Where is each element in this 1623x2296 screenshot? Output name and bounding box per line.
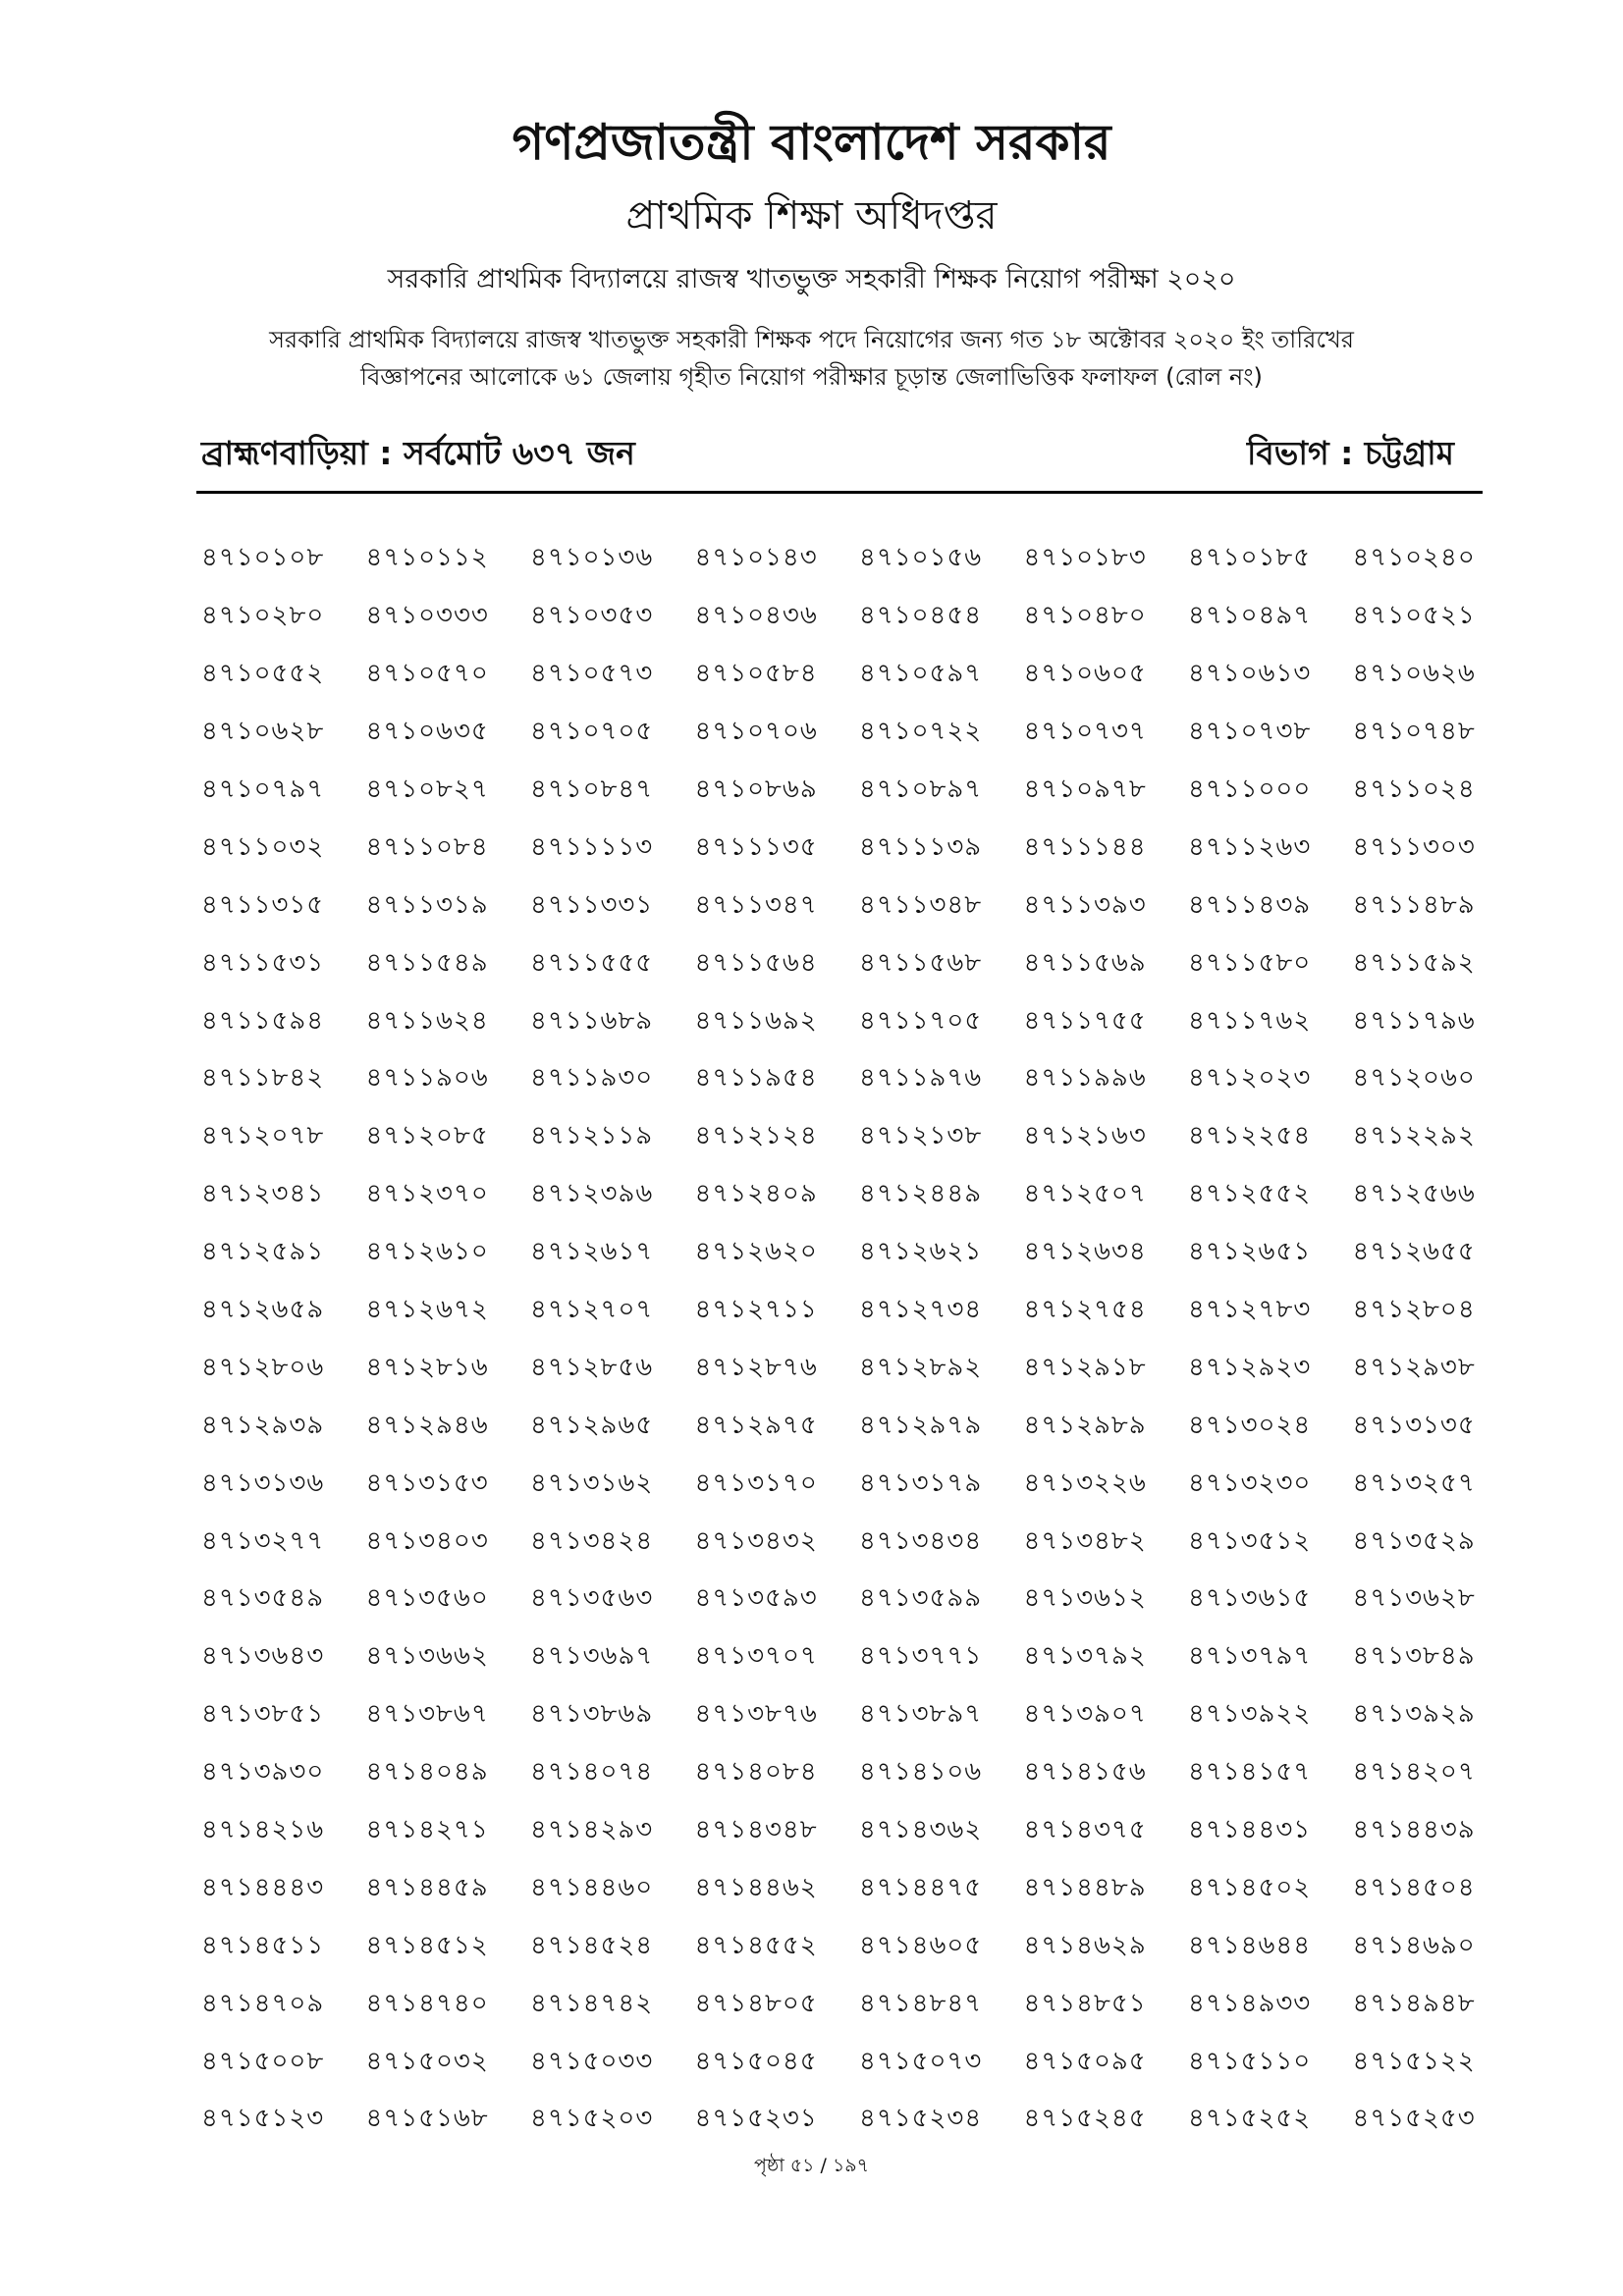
roll-number: ৪৭১২৫৫২ xyxy=(1188,1179,1312,1209)
roll-number: ৪৭১০১৮৫ xyxy=(1188,543,1312,573)
roll-number: ৪৭১৫০৩২ xyxy=(365,2046,489,2076)
roll-number: ৪৭১১৮৪২ xyxy=(201,1063,325,1094)
roll-number: ৪৭১২১৩৮ xyxy=(859,1121,983,1151)
roll-number: ৪৭১৫১২৩ xyxy=(201,2104,325,2134)
roll-number: ৪৭১০৪৮০ xyxy=(1023,601,1147,631)
roll-number: ৪৭১২৮৭৬ xyxy=(694,1352,818,1382)
roll-number: ৪৭১৪৫১২ xyxy=(365,1930,489,1960)
district-heading: ব্রাহ্মণবাড়িয়া : সর্বমোট ৬৩৭ জন xyxy=(201,434,635,472)
roll-number: ৪৭১১৫৯২ xyxy=(1352,947,1476,978)
roll-number: ৪৭১৩৬৯৭ xyxy=(530,1641,654,1672)
roll-row xyxy=(201,934,1488,992)
roll-number: ৪৭১২৭৩৪ xyxy=(859,1295,983,1325)
roll-number: ৪৭১২৬৫৯ xyxy=(201,1295,325,1325)
roll-number: ৪৭১২৭১১ xyxy=(694,1295,818,1325)
roll-number: ৪৭১৩৪৩৪ xyxy=(859,1525,983,1556)
roll-number: ৪৭১৩৯০৭ xyxy=(1023,1699,1147,1730)
roll-number: ৪৭১৪০৭৪ xyxy=(530,1757,654,1788)
roll-row xyxy=(201,1282,1488,1340)
roll-number: ৪৭১০৭৪৮ xyxy=(1352,717,1476,747)
roll-number: ৪৭১০৭২২ xyxy=(859,717,983,747)
roll-row xyxy=(201,1455,1488,1513)
roll-row xyxy=(201,2033,1488,2091)
roll-number: ৪৭১২০৬০ xyxy=(1352,1063,1476,1094)
roll-number: ৪৭১০৩৫৩ xyxy=(530,601,654,631)
roll-number: ৪৭১৫২৩১ xyxy=(694,2104,818,2134)
roll-number: ৪৭১৫২৫২ xyxy=(1188,2104,1312,2134)
roll-row xyxy=(201,704,1488,762)
roll-number: ৪৭১৪৬৪৪ xyxy=(1188,1930,1312,1960)
roll-number: ৪৭১১৯৭৬ xyxy=(859,1063,983,1094)
roll-number: ৪৭১৩৪২৪ xyxy=(530,1525,654,1556)
roll-number: ৪৭১৪১৫৬ xyxy=(1023,1757,1147,1788)
roll-number: ৪৭১৩৮৫১ xyxy=(201,1699,325,1730)
roll-number: ৪৭১০৩৩৩ xyxy=(365,601,489,631)
roll-number: ৪৭১৪৮৫১ xyxy=(1023,1988,1147,2018)
roll-number: ৪৭১৪০৮৪ xyxy=(694,1757,818,1788)
roll-number: ৪৭১৪৪৫৯ xyxy=(365,1872,489,1902)
roll-number: ৪৭১৪২০৭ xyxy=(1352,1757,1476,1788)
roll-row xyxy=(201,530,1488,588)
roll-row xyxy=(201,1339,1488,1397)
roll-number: ৪৭১২৫০৭ xyxy=(1023,1179,1147,1209)
roll-row xyxy=(201,819,1488,877)
roll-number: ৪৭১৪৪৩৯ xyxy=(1352,1815,1476,1845)
roll-number: ৪৭১৪১৫৭ xyxy=(1188,1757,1312,1788)
roll-number: ৪৭১০৬৩৫ xyxy=(365,717,489,747)
roll-number: ৪৭১০৫৭৩ xyxy=(530,659,654,689)
roll-number: ৪৭১৩৫৬০ xyxy=(365,1583,489,1614)
roll-number: ৪৭১১৯৯৬ xyxy=(1023,1063,1147,1094)
roll-number: ৪৭১৩৫৪৯ xyxy=(201,1583,325,1614)
roll-row xyxy=(201,588,1488,646)
roll-number: ৪৭১২১২৪ xyxy=(694,1121,818,1151)
roll-number: ৪৭১৩৫৯৯ xyxy=(859,1583,983,1614)
roll-number: ৪৭১৪৬০৫ xyxy=(859,1930,983,1960)
roll-number: ৪৭১১৪৩৯ xyxy=(1188,889,1312,920)
division-heading: বিভাগ : চট্টগ্রাম xyxy=(1246,434,1454,472)
roll-number: ৪৭১২৬২০ xyxy=(694,1237,818,1267)
roll-number: ৪৭১৪৩৭৫ xyxy=(1023,1815,1147,1845)
roll-number: ৪৭১২৮০৬ xyxy=(201,1352,325,1382)
roll-number: ৪৭১০৮২৭ xyxy=(365,774,489,804)
roll-number: ৪৭১২৯৭৯ xyxy=(859,1410,983,1440)
roll-number: ৪৭১১১৩৯ xyxy=(859,831,983,862)
roll-number: ৪৭১৫১৬৮ xyxy=(365,2104,489,2134)
roll-number: ৪৭১৩৪০৩ xyxy=(365,1525,489,1556)
roll-number: ৪৭১১৫৯৪ xyxy=(201,1005,325,1036)
roll-number: ৪৭১০৪৩৬ xyxy=(694,601,818,631)
roll-number: ৪৭১৪৮৪৭ xyxy=(859,1988,983,2018)
roll-number: ৪৭১০৭৯৭ xyxy=(201,774,325,804)
roll-row xyxy=(201,1571,1488,1629)
roll-number: ৪৭১১৩৯৩ xyxy=(1023,889,1147,920)
roll-number: ৪৭১২১৬৩ xyxy=(1023,1121,1147,1151)
roll-number: ৪৭১২৮৯২ xyxy=(859,1352,983,1382)
directorate-title: প্রাথমিক শিক্ষা অধিদপ্তর xyxy=(625,193,998,239)
roll-number: ৪৭১২৯৩৮ xyxy=(1352,1352,1476,1382)
roll-number: ৪৭১০৬১৩ xyxy=(1188,659,1312,689)
roll-number: ৪৭১৩৬১২ xyxy=(1023,1583,1147,1614)
roll-number: ৪৭১২৮১৬ xyxy=(365,1352,489,1382)
roll-number: ৪৭১০৫৭০ xyxy=(365,659,489,689)
roll-number: ৪৭১৫০৪৫ xyxy=(694,2046,818,2076)
roll-number: ৪৭১১৪৮৯ xyxy=(1352,889,1476,920)
roll-number: ৪৭১০২৮০ xyxy=(201,601,325,631)
roll-number: ৪৭১৫০০৮ xyxy=(201,2046,325,2076)
roll-row xyxy=(201,1397,1488,1455)
roll-number: ৪৭১২৬৩৪ xyxy=(1023,1237,1147,1267)
roll-number: ৪৭১৩৯২৯ xyxy=(1352,1699,1476,1730)
roll-row xyxy=(201,762,1488,820)
roll-row xyxy=(201,1629,1488,1686)
roll-number: ৪৭১১৫৩১ xyxy=(201,947,325,978)
roll-row xyxy=(201,1686,1488,1744)
roll-number: ৪৭১১৫৬৯ xyxy=(1023,947,1147,978)
roll-number: ৪৭১২৯৪৬ xyxy=(365,1410,489,1440)
roll-row xyxy=(201,1744,1488,1802)
roll-number: ৪৭১১৩০৩ xyxy=(1352,831,1476,862)
roll-number: ৪৭১২৩৪১ xyxy=(201,1179,325,1209)
roll-number: ৪৭১১৭৯৬ xyxy=(1352,1005,1476,1036)
exam-title: সরকারি প্রাথমিক বিদ্যালয়ে রাজস্ব খাতভুক্ত সহকারী শিক্ষক নিয়োগ পরীক্ষা ২০২০ xyxy=(387,264,1236,294)
roll-number: ৪৭১৩১৬২ xyxy=(530,1468,654,1498)
roll-number: ৪৭১০৬২৮ xyxy=(201,717,325,747)
roll-number: ৪৭১১৫৬৮ xyxy=(859,947,983,978)
roll-number: ৪৭১২৮৫৬ xyxy=(530,1352,654,1382)
roll-number: ৪৭১৪১০৬ xyxy=(859,1757,983,1788)
roll-row xyxy=(201,1917,1488,1975)
roll-number: ৪৭১১৭০৫ xyxy=(859,1005,983,1036)
roll-number: ৪৭১২২৫৪ xyxy=(1188,1121,1312,1151)
roll-number: ৪৭১৪২৯৩ xyxy=(530,1815,654,1845)
roll-number: ৪৭১৪৪৩১ xyxy=(1188,1815,1312,1845)
roll-number: ৪৭১১৬৮৯ xyxy=(530,1005,654,1036)
roll-number: ৪৭১০১৩৬ xyxy=(530,543,654,573)
roll-number: ৪৭১৩১৭০ xyxy=(694,1468,818,1498)
roll-number: ৪৭১১০২৪ xyxy=(1352,774,1476,804)
roll-number: ৪৭১০১১২ xyxy=(365,543,489,573)
roll-number: ৪৭১৫১১০ xyxy=(1188,2046,1312,2076)
roll-number: ৪৭১২৯৭৫ xyxy=(694,1410,818,1440)
roll-number: ৪৭১১৯৫৪ xyxy=(694,1063,818,1094)
page-number: পৃষ্ঠা ৫১ / ১৯৭ xyxy=(754,2155,869,2176)
roll-number: ৪৭১০৫৫২ xyxy=(201,659,325,689)
roll-row xyxy=(201,1802,1488,1860)
roll-number: ৪৭১৪৭০৯ xyxy=(201,1988,325,2018)
roll-number: ৪৭১৪৯৪৮ xyxy=(1352,1988,1476,2018)
roll-number: ৪৭১৩৭৯২ xyxy=(1023,1641,1147,1672)
roll-number: ৪৭১৩২৫৭ xyxy=(1352,1468,1476,1498)
roll-number: ৪৭১২০৮৫ xyxy=(365,1121,489,1151)
roll-number: ৪৭১৪৫১১ xyxy=(201,1930,325,1960)
roll-number: ৪৭১৪৪৪৩ xyxy=(201,1872,325,1902)
roll-number: ৪৭১২৬৫৫ xyxy=(1352,1237,1476,1267)
roll-number: ৪৭১০৭৩৭ xyxy=(1023,717,1147,747)
roll-number: ৪৭১৫০৯৫ xyxy=(1023,2046,1147,2076)
roll-number: ৪৭১৪৭৪২ xyxy=(530,1988,654,2018)
roll-number: ৪৭১৪৩৬২ xyxy=(859,1815,983,1845)
roll-number: ৪৭১২৯২৩ xyxy=(1188,1352,1312,1382)
roll-number: ৪৭১৩৪৩২ xyxy=(694,1525,818,1556)
roll-number: ৪৭১০১০৮ xyxy=(201,543,325,573)
roll-row xyxy=(201,1050,1488,1108)
roll-number: ৪৭১৩৫২৯ xyxy=(1352,1525,1476,1556)
roll-number: ৪৭১১০০০ xyxy=(1188,774,1312,804)
roll-number: ৪৭১২৭৫৪ xyxy=(1023,1295,1147,1325)
roll-number: ৪৭১৩৬২৮ xyxy=(1352,1583,1476,1614)
roll-number: ৪৭১৩৬৪৩ xyxy=(201,1641,325,1672)
roll-number: ৪৭১২৪০৯ xyxy=(694,1179,818,1209)
roll-number: ৪৭১১৫৪৯ xyxy=(365,947,489,978)
roll-number: ৪৭১৩৮৪৯ xyxy=(1352,1641,1476,1672)
roll-number: ৪৭১৩৫১২ xyxy=(1188,1525,1312,1556)
roll-row xyxy=(201,1859,1488,1917)
roll-number: ৪৭১৪২৭১ xyxy=(365,1815,489,1845)
roll-number: ৪৭১৩৮৬৭ xyxy=(365,1699,489,1730)
roll-row xyxy=(201,646,1488,704)
roll-number: ৪৭১২৬৭২ xyxy=(365,1295,489,1325)
roll-number: ৪৭১১৩১৫ xyxy=(201,889,325,920)
roll-row xyxy=(201,1166,1488,1224)
roll-number: ৪৭১১৩১৯ xyxy=(365,889,489,920)
roll-number: ৪৭১৪২১৬ xyxy=(201,1815,325,1845)
roll-number: ৪৭১৪৭৪০ xyxy=(365,1988,489,2018)
roll-number: ৪৭১০৫৮৪ xyxy=(694,659,818,689)
roll-row xyxy=(201,1224,1488,1282)
roll-number: ৪৭১১১৪৪ xyxy=(1023,831,1147,862)
roll-number: ৪৭১৩৮৬৯ xyxy=(530,1699,654,1730)
roll-number: ৪৭১০৯৭৮ xyxy=(1023,774,1147,804)
roll-number: ৪৭১০৬০৫ xyxy=(1023,659,1147,689)
roll-number: ৪৭১০৮৯৭ xyxy=(859,774,983,804)
roll-number: ৪৭১১২৬৩ xyxy=(1188,831,1312,862)
roll-number: ৪৭১০৮৬৯ xyxy=(694,774,818,804)
roll-number: ৪৭১২৬২১ xyxy=(859,1237,983,1267)
roll-number: ৪৭১৩৭৯৭ xyxy=(1188,1641,1312,1672)
roll-number: ৪৭১৩৭৭১ xyxy=(859,1641,983,1672)
roll-number: ৪৭১২৩৯৬ xyxy=(530,1179,654,1209)
roll-row xyxy=(201,1975,1488,2033)
roll-number: ৪৭১২৮০৪ xyxy=(1352,1295,1476,1325)
roll-number: ৪৭১১১১৩ xyxy=(530,831,654,862)
roll-number: ৪৭১৫১২২ xyxy=(1352,2046,1476,2076)
roll-number: ৪৭১০৬২৬ xyxy=(1352,659,1476,689)
roll-number: ৪৭১৪৮০৫ xyxy=(694,1988,818,2018)
roll-number: ৪৭১২৩৭০ xyxy=(365,1179,489,1209)
roll-number: ৪৭১৩৬১৫ xyxy=(1188,1583,1312,1614)
roll-number: ৪৭১১৯৩০ xyxy=(530,1063,654,1094)
roll-number: ৪৭১৩০২৪ xyxy=(1188,1410,1312,1440)
roll-number: ৪৭১৩১৫৩ xyxy=(365,1468,489,1498)
roll-number: ৪৭১০১৫৬ xyxy=(859,543,983,573)
roll-number: ৪৭১৩৫৬৩ xyxy=(530,1583,654,1614)
roll-number: ৪৭১১৫৫৫ xyxy=(530,947,654,978)
roll-number: ৪৭১৪০৪৯ xyxy=(365,1757,489,1788)
roll-number: ৪৭১২২৯২ xyxy=(1352,1121,1476,1151)
roll-number: ৪৭১২০৭৮ xyxy=(201,1121,325,1151)
roll-number: ৪৭১৪৬২৯ xyxy=(1023,1930,1147,1960)
roll-number: ৪৭১৩৮৯৭ xyxy=(859,1699,983,1730)
roll-number: ৪৭১২৬৫১ xyxy=(1188,1237,1312,1267)
roll-number: ৪৭১১৩৩১ xyxy=(530,889,654,920)
roll-number: ৪৭১২১১৯ xyxy=(530,1121,654,1151)
roll-number: ৪৭১০৭০৫ xyxy=(530,717,654,747)
roll-number: ৪৭১২৬১০ xyxy=(365,1237,489,1267)
roll-number: ৪৭১০১৪৩ xyxy=(694,543,818,573)
description-line-2: বিজ্ঞাপনের আলোকে ৬১ জেলায় গৃহীত নিয়োগ পরীক্ষার চূড়ান্ত জেলাভিত্তিক ফলাফল (রোল নং) xyxy=(360,363,1263,391)
roll-number: ৪৭১৪৫০২ xyxy=(1188,1872,1312,1902)
roll-number: ৪৭১০৪৯৭ xyxy=(1188,601,1312,631)
roll-number: ৪৭১৩২৩০ xyxy=(1188,1468,1312,1498)
roll-number: ৪৭১০৫২১ xyxy=(1352,601,1476,631)
roll-row xyxy=(201,992,1488,1050)
roll-number: ৪৭১২০২৩ xyxy=(1188,1063,1312,1094)
roll-number: ৪৭১১৬৯২ xyxy=(694,1005,818,1036)
roll-number: ৪৭১৩৪৮২ xyxy=(1023,1525,1147,1556)
roll-number: ৪৭১২৫৯১ xyxy=(201,1237,325,1267)
roll-number: ৪৭১১০৩২ xyxy=(201,831,325,862)
header-divider xyxy=(196,491,1483,494)
roll-number: ৪৭১৫২৪৫ xyxy=(1023,2104,1147,2134)
government-title: গণপ্রজাতন্ত্রী বাংলাদেশ সরকার xyxy=(512,114,1111,171)
roll-number: ৪৭১৩১৩৬ xyxy=(201,1468,325,1498)
roll-number: ৪৭১৫০৩৩ xyxy=(530,2046,654,2076)
roll-number: ৪৭১৩২৭৭ xyxy=(201,1525,325,1556)
roll-number: ৪৭১৫২৩৪ xyxy=(859,2104,983,2134)
roll-number: ৪৭১০২৪০ xyxy=(1352,543,1476,573)
roll-number: ৪৭১৪৫২৪ xyxy=(530,1930,654,1960)
roll-number: ৪৭১৫০৭৩ xyxy=(859,2046,983,2076)
roll-number: ৪৭১৪৪৬২ xyxy=(694,1872,818,1902)
roll-number: ৪৭১৪৪৭৫ xyxy=(859,1872,983,1902)
description-line-1: সরকারি প্রাথমিক বিদ্যালয়ে রাজস্ব খাতভুক্ত সহকারী শিক্ষক পদে নিয়োগের জন্য গত ১৮ অক্টোবর ২০২০ ইং তারিখের xyxy=(269,326,1354,353)
roll-number: ৪৭১২৭০৭ xyxy=(530,1295,654,1325)
roll-number: ৪৭১১৯০৬ xyxy=(365,1063,489,1094)
roll-number: ৪৭১২৯৩৯ xyxy=(201,1410,325,1440)
roll-number: ৪৭১৩১৭৯ xyxy=(859,1468,983,1498)
roll-number: ৪৭১৩৯৩০ xyxy=(201,1757,325,1788)
roll-row xyxy=(201,1108,1488,1166)
roll-number: ৪৭১১০৮৪ xyxy=(365,831,489,862)
roll-number: ৪৭১১৩৪৭ xyxy=(694,889,818,920)
roll-number: ৪৭১৩৯২২ xyxy=(1188,1699,1312,1730)
roll-number: ৪৭১১৭৬২ xyxy=(1188,1005,1312,1036)
roll-number: ৪৭১৪৫৫২ xyxy=(694,1930,818,1960)
roll-number: ৪৭১৪৯৩৩ xyxy=(1188,1988,1312,2018)
roll-number: ৪৭১২৪৪৯ xyxy=(859,1179,983,1209)
roll-number: ৪৭১২৫৬৬ xyxy=(1352,1179,1476,1209)
roll-number: ৪৭১১৫৬৪ xyxy=(694,947,818,978)
roll-number: ৪৭১৩২২৬ xyxy=(1023,1468,1147,1498)
roll-number-grid xyxy=(201,530,1488,2149)
roll-number: ৪৭১২৭৮৩ xyxy=(1188,1295,1312,1325)
roll-number: ৪৭১০১৮৩ xyxy=(1023,543,1147,573)
roll-number: ৪৭১৪৬৯০ xyxy=(1352,1930,1476,1960)
roll-number: ৪৭১২৬১৭ xyxy=(530,1237,654,1267)
roll-row xyxy=(201,1513,1488,1571)
roll-number: ৪৭১২৯৮৯ xyxy=(1023,1410,1147,1440)
roll-number: ৪৭১২৯১৮ xyxy=(1023,1352,1147,1382)
roll-number: ৪৭১৫২০৩ xyxy=(530,2104,654,2134)
roll-number: ৪৭১৩৬৬২ xyxy=(365,1641,489,1672)
roll-number: ৪৭১০৪৫৪ xyxy=(859,601,983,631)
roll-number: ৪৭১৪৩৪৮ xyxy=(694,1815,818,1845)
roll-number: ৪৭১৩৭০৭ xyxy=(694,1641,818,1672)
roll-number: ৪৭১১৭৫৫ xyxy=(1023,1005,1147,1036)
roll-number: ৪৭১৪৪৬০ xyxy=(530,1872,654,1902)
roll-number: ৪৭১০৭৩৮ xyxy=(1188,717,1312,747)
roll-number: ৪৭১৩৮৭৬ xyxy=(694,1699,818,1730)
roll-number: ৪৭১৩১৩৫ xyxy=(1352,1410,1476,1440)
roll-number: ৪৭১৪৪৮৯ xyxy=(1023,1872,1147,1902)
roll-row xyxy=(201,2091,1488,2149)
roll-number: ৪৭১১৩৪৮ xyxy=(859,889,983,920)
roll-number: ৪৭১০৮৪৭ xyxy=(530,774,654,804)
roll-number: ৪৭১১৬২৪ xyxy=(365,1005,489,1036)
roll-number: ৪৭১০৫৯৭ xyxy=(859,659,983,689)
roll-number: ৪৭১৪৫০৪ xyxy=(1352,1872,1476,1902)
roll-number: ৪৭১১১৩৫ xyxy=(694,831,818,862)
roll-number: ৪৭১৫২৫৩ xyxy=(1352,2104,1476,2134)
roll-number: ৪৭১২৯৬৫ xyxy=(530,1410,654,1440)
roll-number: ৪৭১৩৫৯৩ xyxy=(694,1583,818,1614)
roll-number: ৪৭১০৭০৬ xyxy=(694,717,818,747)
roll-number: ৪৭১১৫৮০ xyxy=(1188,947,1312,978)
roll-row xyxy=(201,877,1488,934)
